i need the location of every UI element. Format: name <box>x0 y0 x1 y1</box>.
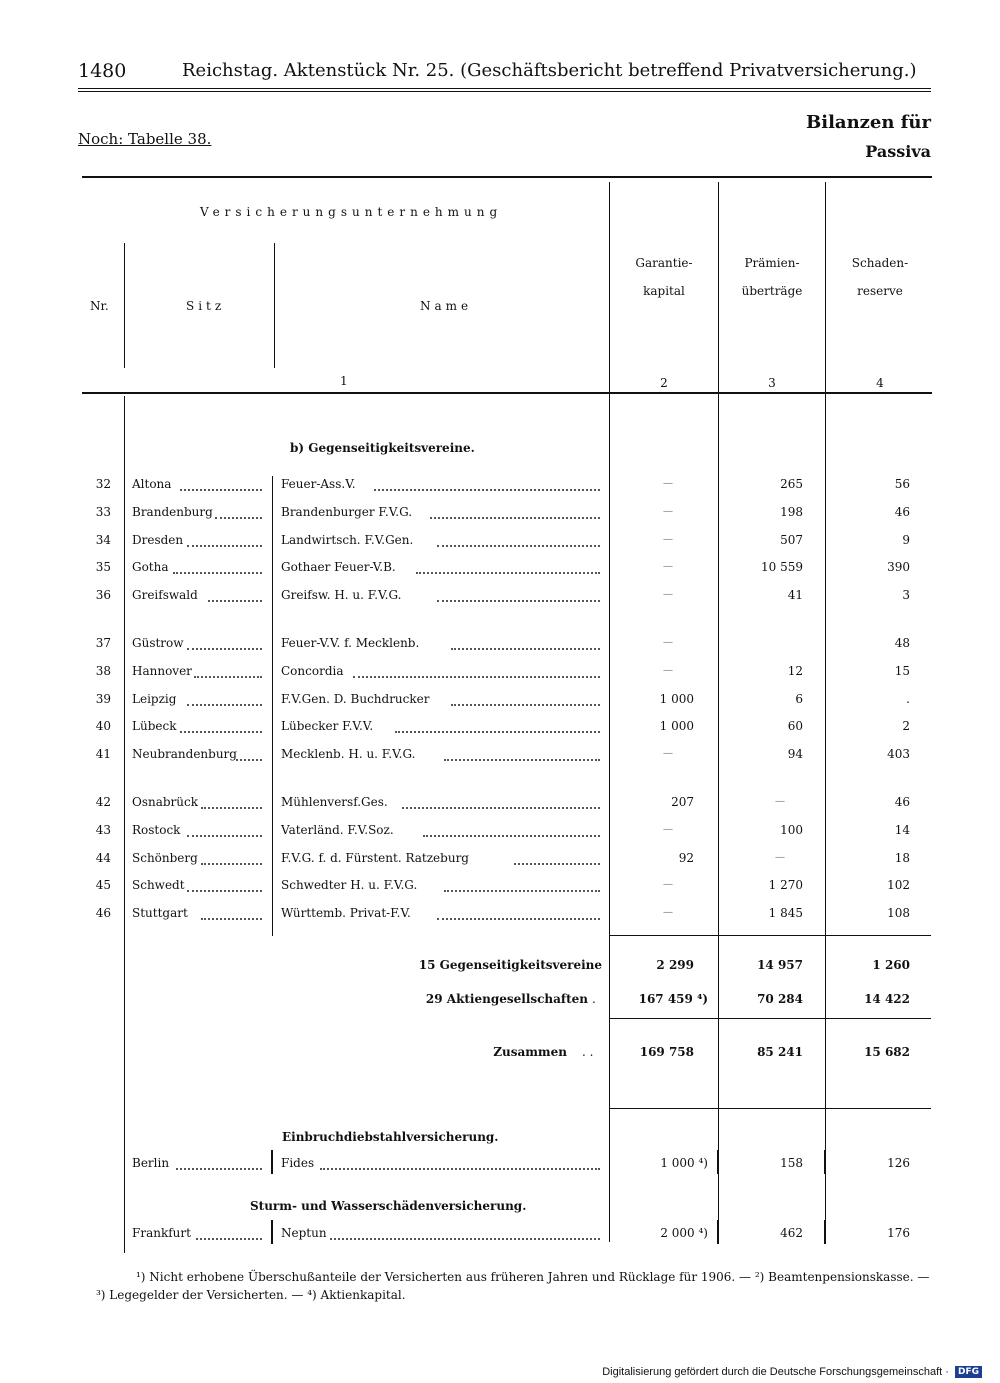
row-garantie: 1 000 <box>659 719 694 734</box>
row-sitz-leader <box>215 517 262 519</box>
row-garantie: — <box>663 823 673 835</box>
row-praemien: 1 845 <box>768 906 803 921</box>
header-schaden-line1: Schaden- <box>851 256 909 270</box>
row-garantie: — <box>663 879 673 891</box>
row-praemien: 265 <box>780 477 803 491</box>
row-nr: 42 <box>95 795 111 809</box>
berlin-sitz: Berlin <box>132 1156 170 1170</box>
row-sitz-leader <box>187 835 262 837</box>
row-schaden: 46 <box>894 795 910 809</box>
row-nr: 36 <box>95 588 111 603</box>
row-sitz-leader <box>236 759 262 761</box>
header-bottom-rule <box>82 392 932 394</box>
page-number: 1480 <box>78 60 127 82</box>
berlin-garantie: 1 000 ⁴) <box>660 1156 708 1170</box>
row-praemien: 12 <box>787 663 803 678</box>
row-name: Mecklenb. H. u. F.V.G. <box>281 747 416 762</box>
row-nr: 43 <box>95 822 111 837</box>
row-name: Gothaer Feuer-V.B. <box>281 560 396 575</box>
row-name-leader <box>430 517 600 519</box>
header-name: Name <box>420 299 473 313</box>
row-garantie: 207 <box>671 795 694 809</box>
row-garantie: 1 000 <box>659 691 694 706</box>
berlin-sitz-leader <box>176 1168 262 1170</box>
row-name: F.V.Gen. D. Buchdrucker <box>281 691 430 706</box>
row-name: F.V.G. f. d. Fürstent. Ratzeburg <box>281 850 469 865</box>
grand-total-dots: . . <box>582 1045 594 1059</box>
frankfurt-name-leader <box>330 1238 600 1240</box>
row-schaden: 108 <box>887 906 910 921</box>
row-nr: 32 <box>95 477 111 491</box>
row-nr: 44 <box>95 850 111 865</box>
row-name: Schwedter H. u. F.V.G. <box>281 878 418 893</box>
total-row-label: 29 Aktiengesellschaften <box>425 992 588 1006</box>
row-nr: 38 <box>95 663 111 678</box>
col-divider-sitz <box>274 243 275 368</box>
frankfurt-sitz: Frankfurt <box>132 1226 191 1240</box>
row-garantie: — <box>663 748 673 760</box>
row-praemien: 60 <box>787 719 803 734</box>
col-divider-praemien <box>718 182 719 1242</box>
header-schaden <box>828 256 932 298</box>
row-praemien: 507 <box>780 532 803 547</box>
footnotes <box>96 1268 936 1304</box>
berlin-garantie-bracket <box>717 1150 719 1174</box>
row-name: Vaterländ. F.V.Soz. <box>281 822 394 837</box>
grand-total-garantie: 169 758 <box>639 1045 694 1059</box>
row-nr: 39 <box>95 691 111 706</box>
row-schaden: 9 <box>902 532 910 547</box>
col-divider-garantie <box>609 182 610 1242</box>
frankfurt-sitz-leader <box>196 1238 262 1240</box>
total-row-garantie: 2 299 <box>656 958 694 972</box>
group-header: Versicherungsunternehmung <box>200 205 503 219</box>
table-reference: Noch: Tabelle 38. <box>78 130 212 148</box>
header-schaden-number: 4 <box>876 376 884 390</box>
row-praemien: — <box>775 851 785 863</box>
row-garantie: — <box>663 505 673 517</box>
row-schaden: 48 <box>894 636 910 650</box>
row-praemien: 100 <box>780 822 803 837</box>
berlin-schaden: 126 <box>887 1156 910 1170</box>
dfg-logo: DFG <box>955 1366 982 1378</box>
frankfurt-name: Neptun <box>281 1226 327 1240</box>
body-divider-sitz <box>272 476 273 936</box>
digitization-credit <box>602 1366 982 1378</box>
row-sitz: Osnabrück <box>132 795 199 809</box>
header-praemien-line1: Prämien- <box>744 256 800 270</box>
row-name-leader <box>437 545 600 547</box>
row-sitz: Lübeck <box>132 719 177 734</box>
frankfurt-bracket <box>271 1220 273 1244</box>
berlin-name: Fides <box>281 1156 315 1170</box>
footnote-line-2: ³) Legegelder der Versicherten. — ⁴) Aktienkapital. <box>96 1288 406 1302</box>
row-schaden: 102 <box>887 878 910 893</box>
frankfurt-praemien: 462 <box>780 1226 803 1240</box>
totals-top-rule <box>609 935 931 936</box>
row-garantie: — <box>663 637 673 648</box>
row-sitz-leader <box>201 918 262 920</box>
berlin-bracket <box>271 1150 273 1174</box>
row-garantie: — <box>663 907 673 919</box>
row-sitz-leader <box>187 890 262 892</box>
row-name: Lübecker F.V.V. <box>281 719 374 734</box>
row-nr: 33 <box>95 504 111 519</box>
header-praemien-number: 3 <box>768 376 776 390</box>
header-garantie-number: 2 <box>660 376 668 390</box>
row-name-leader <box>437 600 600 602</box>
col-divider-nr <box>124 243 125 368</box>
zusammen-top-rule <box>609 1018 931 1019</box>
total-row-garantie: 167 459 ⁴) <box>638 992 708 1006</box>
row-schaden: 14 <box>894 822 910 837</box>
row-praemien: 10 559 <box>761 560 803 575</box>
header-rule-2 <box>78 91 931 92</box>
row-name-leader <box>444 759 600 761</box>
row-sitz: Schwedt <box>132 878 185 893</box>
total-row-label: 15 Gegenseitigkeitsvereine <box>418 958 602 972</box>
row-praemien: 198 <box>780 504 803 519</box>
header-schaden-line2: reserve <box>857 284 903 298</box>
row-name-leader <box>444 890 600 892</box>
row-nr: 45 <box>95 878 111 893</box>
row-nr: 37 <box>95 636 111 650</box>
header-praemien <box>720 256 824 298</box>
row-sitz-leader <box>187 545 262 547</box>
row-name-leader <box>451 648 600 650</box>
row-schaden: 56 <box>894 477 910 491</box>
total-row-praemien: 14 957 <box>757 958 803 972</box>
row-sitz: Altona <box>132 477 172 491</box>
berlin-praemien-bracket <box>824 1150 826 1174</box>
row-schaden: 3 <box>902 588 910 603</box>
section-heading-sturm: Sturm- und Wasserschädenversicherung. <box>250 1199 527 1213</box>
row-name: Feuer-V.V. f. Mecklenb. <box>281 636 420 650</box>
frankfurt-garantie: 2 000 ⁴) <box>660 1226 708 1240</box>
body-divider-nr <box>124 396 125 1253</box>
header-col1-number: 1 <box>340 374 348 388</box>
col-divider-schaden <box>825 182 826 1242</box>
row-garantie: — <box>663 561 673 573</box>
header-garantie <box>612 256 716 298</box>
row-sitz-leader <box>180 489 262 491</box>
total-row-praemien: 70 284 <box>757 992 803 1006</box>
row-name-leader <box>353 676 600 678</box>
berlin-name-leader <box>320 1168 600 1170</box>
row-name-leader <box>451 704 600 706</box>
row-praemien: 1 270 <box>768 878 803 893</box>
total-row-schaden: 1 260 <box>872 958 910 972</box>
row-nr: 41 <box>95 747 111 762</box>
row-name-leader <box>514 863 600 865</box>
row-name: Feuer-Ass.V. <box>281 477 356 491</box>
row-sitz: Schönberg <box>132 850 198 865</box>
grand-total-schaden: 15 682 <box>864 1045 910 1059</box>
row-schaden: 18 <box>894 850 910 865</box>
row-sitz: Neubrandenburg <box>132 747 237 762</box>
row-name: Mühlenversf.Ges. <box>281 795 388 809</box>
frankfurt-garantie-bracket <box>717 1220 719 1244</box>
row-name: Greifsw. H. u. F.V.G. <box>281 588 402 603</box>
grand-total-label: Zusammen <box>493 1045 567 1059</box>
row-sitz: Stuttgart <box>132 906 188 921</box>
row-name-leader <box>395 731 600 733</box>
row-nr: 46 <box>95 906 111 921</box>
row-schaden: 15 <box>894 663 910 678</box>
row-schaden: . <box>906 691 910 706</box>
row-nr: 40 <box>95 719 111 734</box>
section-heading-gegenseitigkeit: b) Gegenseitigkeitsvereine. <box>290 441 475 455</box>
row-sitz-leader <box>194 676 262 678</box>
page-title: Reichstag. Aktenstück Nr. 25. (Geschäftsbericht betreffend Privatversicherung.) <box>182 60 917 81</box>
row-schaden: 390 <box>887 560 910 575</box>
row-garantie: — <box>663 589 673 601</box>
right-title: Bilanzen für <box>806 112 931 133</box>
grand-total-praemien: 85 241 <box>757 1045 803 1059</box>
row-praemien: — <box>775 796 785 807</box>
row-sitz-leader <box>180 731 262 733</box>
row-garantie: — <box>663 533 673 545</box>
row-sitz: Dresden <box>132 532 184 547</box>
row-nr: 34 <box>95 532 111 547</box>
total-row-dots: . <box>592 992 596 1006</box>
row-praemien: 94 <box>787 747 803 762</box>
right-subtitle: Passiva <box>865 142 931 161</box>
berlin-praemien: 158 <box>780 1156 803 1170</box>
row-sitz-leader <box>187 648 262 650</box>
row-schaden: 2 <box>902 719 910 734</box>
row-schaden: 46 <box>894 504 910 519</box>
row-sitz-leader <box>208 600 262 602</box>
row-name-leader <box>423 835 600 837</box>
row-name-leader <box>437 918 600 920</box>
row-sitz: Leipzig <box>132 691 177 706</box>
row-name: Brandenburger F.V.G. <box>281 504 413 519</box>
header-praemien-line2: überträge <box>741 284 803 298</box>
row-sitz-leader <box>201 863 262 865</box>
row-sitz-leader <box>173 572 262 574</box>
row-sitz: Rostock <box>132 822 181 837</box>
row-garantie: 92 <box>678 850 694 865</box>
total-row-schaden: 14 422 <box>864 992 910 1006</box>
row-sitz-leader <box>187 704 262 706</box>
credit-text: Digitalisierung gefördert durch die Deutsche Forschungsgemeinschaft · <box>602 1366 949 1378</box>
footnote-line-1: ¹) Nicht erhobene Überschußanteile der Versicherten aus früheren Jahren und Rücklage für 1906. — ²) Beamtenpensionskasse. — <box>136 1270 930 1284</box>
frankfurt-schaden: 176 <box>887 1226 910 1240</box>
row-name: Concordia <box>281 663 344 678</box>
row-schaden: 403 <box>887 747 910 762</box>
header-rule <box>78 88 931 89</box>
header-sitz: Sitz <box>186 299 226 313</box>
row-praemien: 6 <box>795 691 803 706</box>
row-nr: 35 <box>95 560 111 575</box>
row-name: Landwirtsch. F.V.Gen. <box>281 532 414 547</box>
frankfurt-praemien-bracket <box>824 1220 826 1244</box>
header-nr: Nr. <box>90 299 109 313</box>
row-name-leader <box>374 489 600 491</box>
row-sitz: Brandenburg <box>132 504 213 519</box>
row-sitz: Hannover <box>132 663 192 678</box>
row-sitz: Güstrow <box>132 636 184 650</box>
section-rule <box>609 1108 931 1109</box>
header-garantie-line2: kapital <box>643 284 685 298</box>
row-name-leader <box>402 807 600 809</box>
section-heading-einbruch: Einbruchdiebstahlversicherung. <box>282 1130 499 1144</box>
row-garantie: — <box>663 664 673 676</box>
row-sitz: Greifswald <box>132 588 198 603</box>
row-name: Württemb. Privat-F.V. <box>281 906 411 921</box>
header-garantie-line1: Garantie- <box>635 256 693 270</box>
row-garantie: — <box>663 478 673 489</box>
row-name-leader <box>416 572 600 574</box>
row-praemien: 41 <box>787 588 803 603</box>
row-sitz-leader <box>201 807 262 809</box>
row-sitz: Gotha <box>132 560 169 575</box>
table-top-rule <box>82 176 932 178</box>
